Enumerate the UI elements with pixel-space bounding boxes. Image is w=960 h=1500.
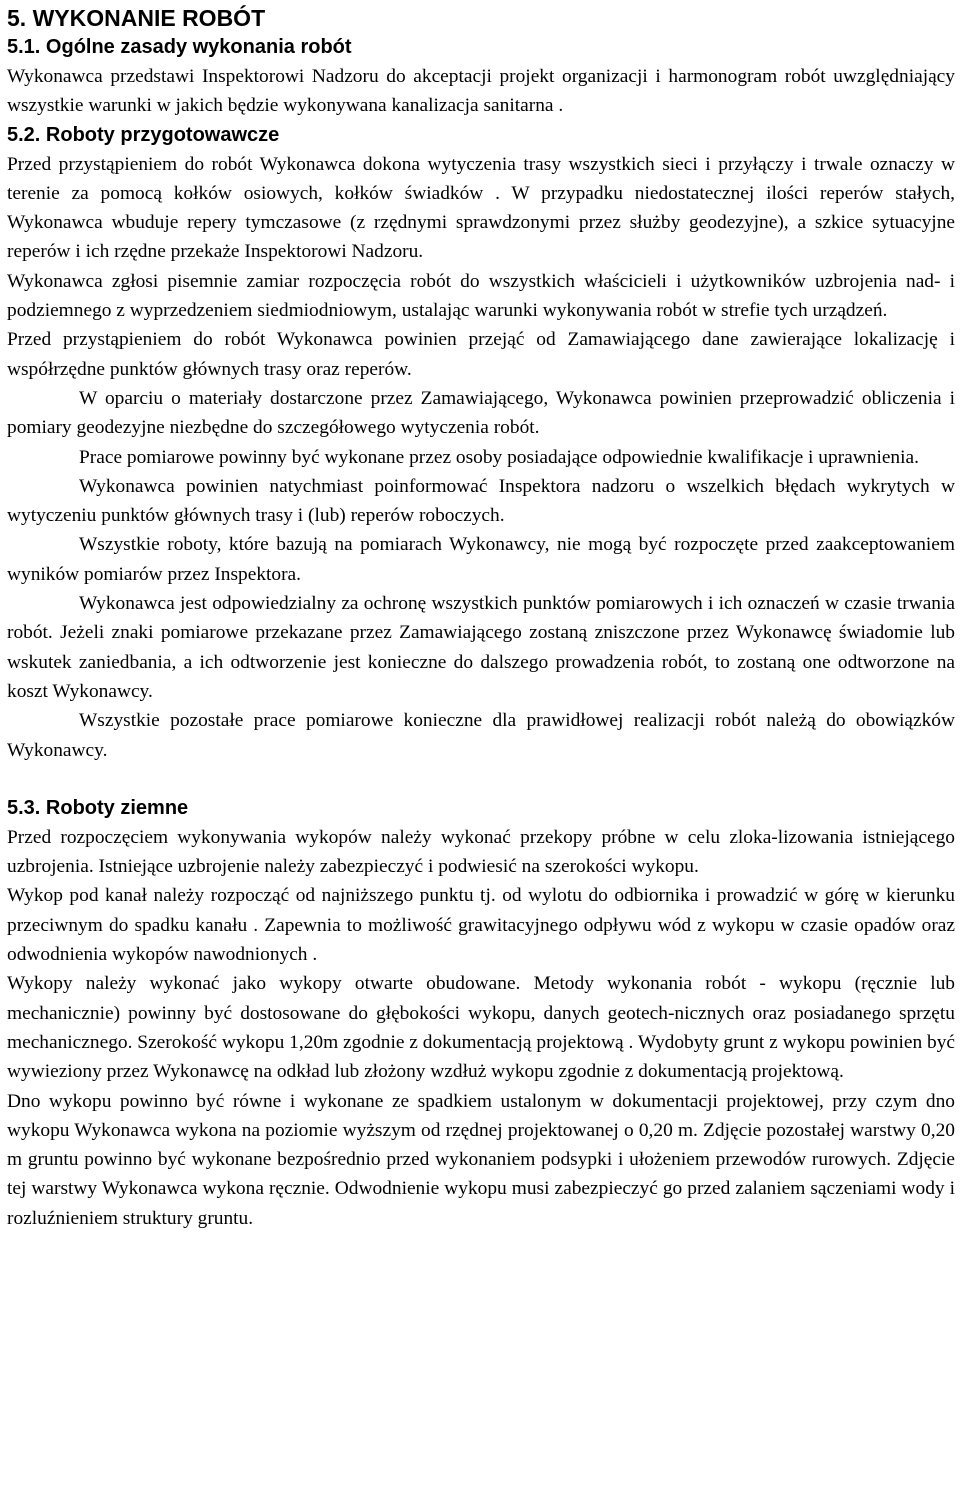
paragraph: Dno wykopu powinno być równe i wykonane ze spadkiem ustalonym w dokumentacji projektowej, przy czym dno wykopu Wykonawca wykona na poziomie wyższym od rzędnej projektowanej o 0,20 m. Zdjęcie pozostałej warstwy 0,20 m gruntu powinno być wykonane bezpośrednio przed wykonaniem podsypki i ułożeniem przewodów rurowych. Zdjęcie tej warstwy Wykonawca wykona ręcznie. Odwodnienie wykopu musi zabezpieczyć go przed zalaniem sączeniami wody i rozluźnieniem struktury gruntu. — [7, 1090, 955, 1229]
paragraph: Przed przystąpieniem do robót Wykonawca powinien przejąć od Zamawiającego dane zawierające lokalizację i współrzędne punktów głównych trasy oraz reperów. — [7, 329, 955, 380]
document-page — [7, 3, 955, 1233]
paragraph: Wykonawca przedstawi Inspektorowi Nadzoru do akceptacji projekt organizacji i harmonogram robót uwzględniający wszystkie warunki w jakich będzie wykonywana kanalizacja sanitarna . — [7, 66, 955, 117]
paragraph: Przed rozpoczęciem wykonywania wykopów należy wykonać przekopy próbne w celu zloka-lizowania istniejącego uzbrojenia. Istniejące uzbrojenie należy zabezpieczyć i podwiesić na szerokości wykopu. — [7, 826, 955, 878]
heading-text: Roboty ziemne — [45, 796, 189, 819]
paragraph: Prace pomiarowe powinny być wykonane przez osoby posiadające odpowiednie kwalifikacje i uprawnienia. — [79, 446, 919, 468]
paragraph: Wszystkie roboty, które bazują na pomiarach Wykonawcy, nie mogą być rozpoczęte przed zaakceptowaniem wyników pomiarów przez Inspektora. — [7, 534, 955, 585]
section-title: 5. WYKONANIE ROBÓT — [7, 5, 266, 31]
paragraph: Wykonawca jest odpowiedzialny za ochronę wszystkich punktów pomiarowych i ich oznaczeń w czasie trwania robót. Jeżeli znaki pomiarowe przekazane przez Zamawiającego zostaną zniszczone przez Wykonawcę świadomie lub wskutek zaniedbania, a ich odtworzenie jest konieczne do dalszego prowadzenia robót, to zostaną one odtworzone na koszt Wykonawcy. — [7, 593, 955, 702]
paragraph: Wykonawca powinien natychmiast poinformować Inspektora nadzoru o wszelkich błędach wykrytych w wytyczeniu punktów głównych trasy i (lub) reperów roboczych. — [7, 475, 955, 527]
subsection-heading-5-1: 5.1. Ogólne zasady wykonania robót — [7, 36, 352, 58]
subsection-heading-5-3 — [7, 794, 955, 823]
heading-number: 5.2. — [7, 123, 41, 146]
heading-number: 5.3. — [7, 796, 41, 819]
paragraph: Wszystkie pozostałe prace pomiarowe konieczne dla prawidłowej realizacji robót należą do obowiązków Wykonawcy. — [7, 710, 955, 761]
paragraph: Przed przystąpieniem do robót Wykonawca dokona wytyczenia trasy wszystkich sieci i przyłączy i trwale oznaczy w terenie za pomocą kołków osiowych, kołków świadków . W przypadku niedostatecznej ilości reperów stałych, Wykonawca wbuduje repery tymczasowe (z rzędnymi sprawdzonymi przez służby geodezyjne), a szkice sytuacyjne reperów i ich rzędne przekaże Inspektorowi Nadzoru. — [7, 153, 955, 263]
paragraph: Wykop pod kanał należy rozpocząć od najniższego punktu tj. od wylotu do odbiornika i prowadzić w górę w kierunku przeciwnym do spadku kanału . Zapewnia to możliwość grawitacyjnego odpływu wód z wykopu w czasie opadów oraz odwodnienia wykopów nawodnionych . — [7, 885, 955, 966]
paragraph: Wykopy należy wykonać jako wykopy otwarte obudowane. Metody wykonania robót - wykopu (ręcznie lub mechanicznie) powinny być dostosowane do głębokości wykopu, danych geotech-nicznych oraz posiadanego sprzętu mechanicznego. Szerokość wykopu 1,20m zgodnie z dokumentacją projektową . Wydobyty grunt z wykopu powinien być wywieziony przez Wykonawcę na odkład lub złożony wzdłuż wykopu zgodnie z dokumentacją projektową. — [7, 973, 955, 1083]
paragraph: W oparciu o materiały dostarczone przez Zamawiającego, Wykonawca powinien przeprowadzić obliczenia i pomiary geodezyjne niezbędne do szczegółowego wytyczenia robót. — [7, 387, 955, 439]
heading-text: Roboty przygotowawcze — [45, 123, 280, 146]
subsection-heading-5-2 — [7, 121, 955, 150]
paragraph: Wykonawca zgłosi pisemnie zamiar rozpoczęcia robót do wszystkich właścicieli i użytkowników uzbrojenia nad- i podziemnego z wyprzedzeniem siedmiodniowym, ustalając warunki wykonywania robót w strefie tych urządzeń. — [7, 270, 955, 322]
